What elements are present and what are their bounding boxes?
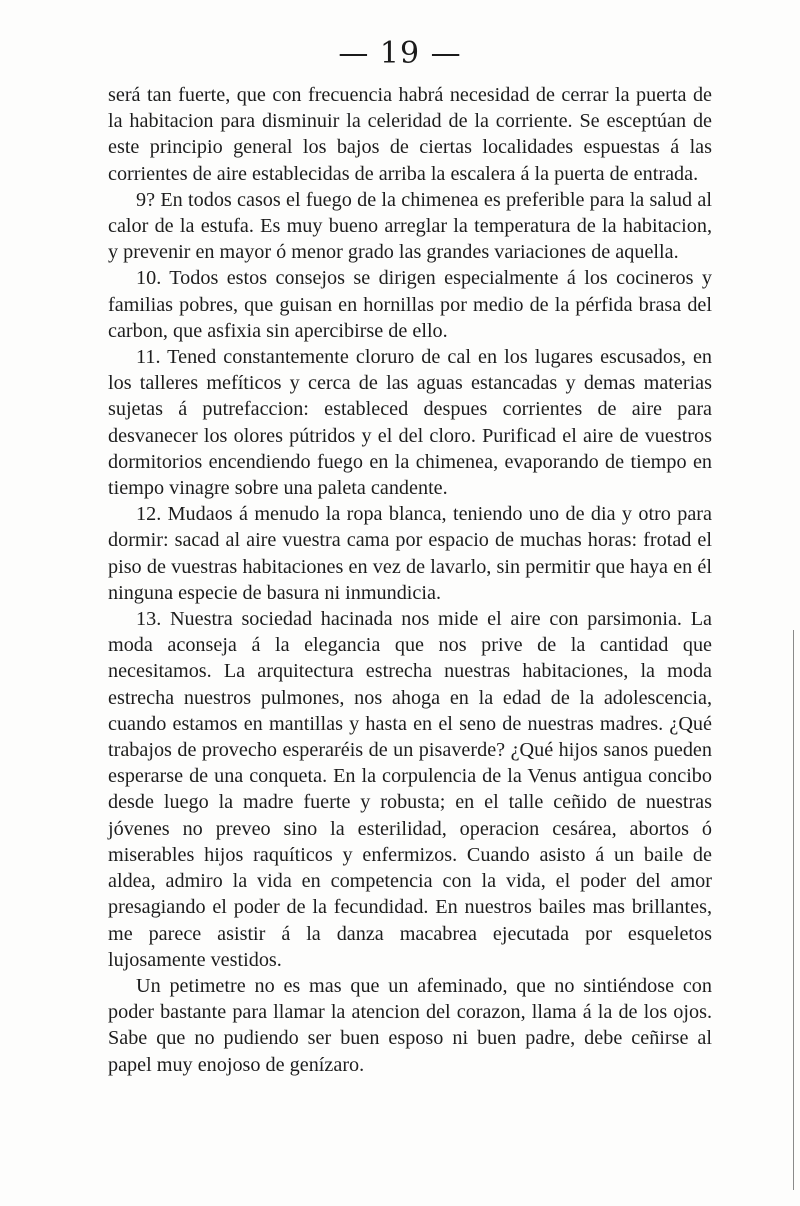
paragraph-rule-12: 12. Mudaos á menudo la ropa blanca, teniendo uno de dia y otro para dormir: sacad al aire vuestra cama por espacio de muchas horas: frotad el piso de vuestras habitaciones en vez de lavarlo, sin permitir que haya en él ninguna especie de basura ni inmundicia. bbox=[108, 503, 712, 604]
page-number: — 19 — bbox=[338, 36, 462, 71]
page-edge-line bbox=[793, 630, 794, 1190]
body-text bbox=[108, 82, 712, 1078]
paragraph-continuation: será tan fuerte, que con frecuencia habrá necesidad de cerrar la puerta de la habitacion para disminuir la celeridad de la corriente. Se esceptúan de este principio general los bajos de ciertas localidades espuestas á las corrientes de aire establecidas de arriba la escalera á la puerta de entrada. bbox=[108, 84, 712, 185]
paragraph-rule-9: 9? En todos casos el fuego de la chimenea es preferible para la salud al calor de la estufa. Es muy bueno arreglar la temperatura de la habitacion, y prevenir en mayor ó menor grado las grandes variaciones de aquella. bbox=[108, 188, 712, 264]
paragraph-rule-11: 11. Tened constantemente cloruro de cal en los lugares escusados, en los talleres mefíticos y cerca de las aguas estancadas y demas materias sujetas á putrefaccion: estableced despues corrientes de aire para desvanecer los olores pútridos y el del cloro. Purificad el aire de vuestros dormitorios encendiendo fuego en la chimenea, evaporando de tiempo en tiempo vinagre sobre una paleta candente. bbox=[108, 346, 712, 500]
paragraph-rule-13: 13. Nuestra sociedad hacinada nos mide el aire con parsimonia. La moda aconseja á la elegancia que nos prive de la cantidad que necesitamos. La arquitectura estrecha nuestras habitaciones, la moda estrecha nuestros pulmones, nos ahoga en la edad de la adolescencia, cuando estamos en mantillas y hasta en el seno de nuestras madres. ¿Qué trabajos de provecho esperaréis de un pisaverde? ¿Qué hijos sanos pueden esperarse de una conqueta. En la corpulencia de la Venus antigua concibo desde luego la madre fuerte y robusta; en el talle ceñido de nuestras jóvenes no preveo sino la esterilidad, operacion cesárea, abortos ó miserables hijos raquíticos y enfermizos. Cuando asisto á un baile de aldea, admiro la vida en competencia con la vida, el poder del amor presagiando el poder de la fecundidad. En nuestros bailes mas brillantes, me parece asistir á la danza macabrea ejecutada por esqueletos lujosamente vestidos. bbox=[108, 608, 712, 971]
paragraph-rule-10: 10. Todos estos consejos se dirigen especialmente á los cocineros y familias pobres, que guisan en hornillas por medio de la pérfida brasa del carbon, que asfixia sin apercibirse de ello. bbox=[108, 267, 712, 342]
paragraph-petimetre: Un petimetre no es mas que un afeminado, que no sintiéndose con poder bastante para llamar la atencion del corazon, llama á la de los ojos. Sabe que no pudiendo ser buen esposo ni buen padre, debe ceñirse al papel muy enojoso de genízaro. bbox=[108, 974, 712, 1076]
